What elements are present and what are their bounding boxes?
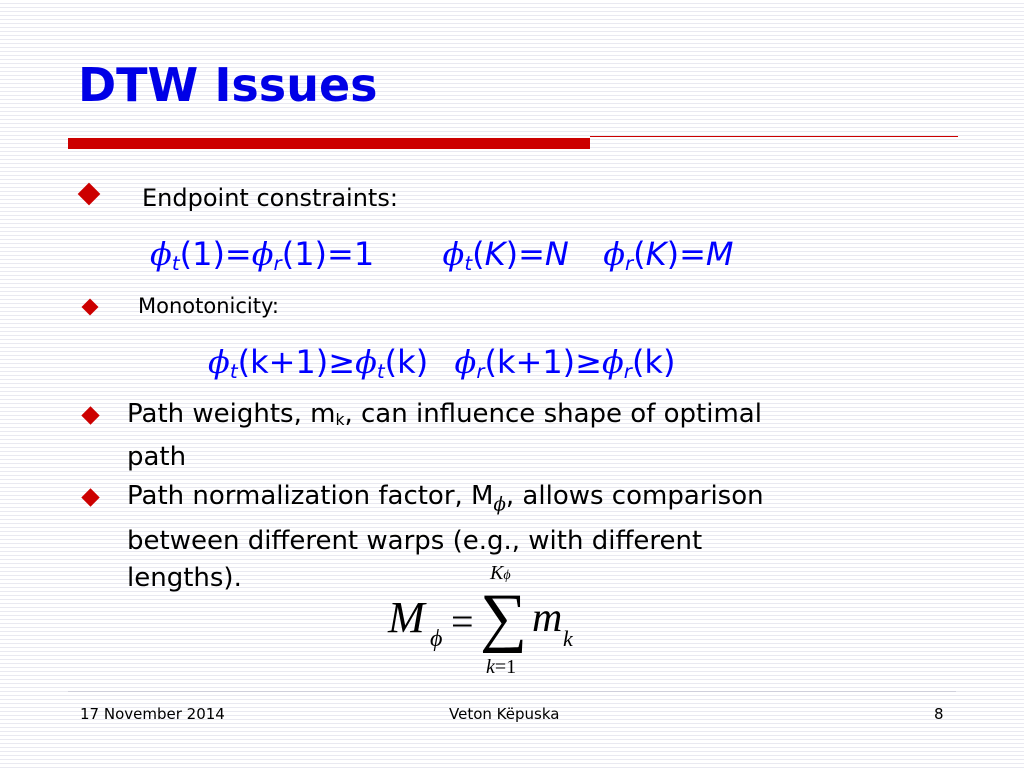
formula-part: )=	[666, 235, 706, 273]
bullet-diamond-icon	[78, 183, 101, 206]
slide-title: DTW Issues	[78, 58, 378, 112]
formula-part: (	[633, 235, 646, 273]
subscript-t: t	[376, 359, 385, 383]
formula-part: (k+1)≥	[484, 343, 602, 381]
bullet-path-normalization	[127, 478, 764, 597]
phi-symbol: ϕ	[208, 343, 230, 381]
formula-part: (1)=1	[281, 235, 375, 273]
bullet-diamond-icon	[81, 406, 99, 424]
bullet-diamond-icon	[81, 488, 99, 506]
eq-phi-subscript: ϕ	[430, 626, 443, 652]
upper-phi: ϕ	[503, 568, 511, 583]
subscript-t: t	[464, 251, 473, 275]
sum-lower-limit	[486, 656, 516, 679]
formula-part: (	[472, 235, 485, 273]
variable-M: M	[705, 235, 734, 273]
phi-symbol: ϕ	[442, 235, 465, 273]
formula-part: (k)	[384, 343, 429, 381]
subscript-t: t	[229, 359, 238, 383]
variable-K: K	[645, 235, 667, 273]
bullet-diamond-icon	[82, 299, 99, 316]
bullet-line: between different warps (e.g., with different	[127, 526, 703, 557]
eq-equals: =	[451, 599, 474, 644]
bullet-line	[127, 396, 762, 439]
subscript-r: r	[625, 251, 634, 275]
subscript-r: r	[623, 359, 632, 383]
eq-m: m	[532, 595, 563, 641]
footer-divider	[68, 691, 956, 692]
lower-k: k	[486, 656, 495, 678]
footer-date: 17 November 2014	[80, 705, 225, 723]
phi-symbol: ϕ	[454, 343, 477, 381]
bullet-monotonicity: Monotonicity:	[138, 294, 279, 318]
text-span: Path weights, m	[127, 399, 336, 429]
formula-part: (k+1)≥	[237, 343, 356, 381]
subscript-r: r	[476, 359, 485, 383]
formula-part: (k)	[631, 343, 676, 381]
text-span: , can influence shape of optimal	[344, 399, 762, 429]
subscript-r: r	[273, 251, 282, 275]
summation-symbol: ∑	[480, 581, 528, 654]
variable-N: N	[544, 235, 569, 273]
text-span: , allows comparison	[505, 481, 764, 511]
footer-page-number: 8	[934, 705, 944, 723]
subscript-t: t	[171, 251, 180, 275]
phi-symbol: ϕ	[603, 235, 625, 273]
bullet-endpoint-constraints: Endpoint constraints:	[142, 184, 398, 212]
upper-K: K	[490, 562, 504, 584]
phi-symbol: ϕ	[355, 343, 377, 381]
title-underline-thick	[68, 138, 590, 149]
bullet-line	[127, 478, 764, 523]
footer-author: Veton Këpuska	[449, 705, 560, 723]
bullet-path-weights	[127, 396, 762, 476]
bullet-line: lengths).	[127, 563, 242, 594]
phi-symbol: ϕ	[251, 235, 274, 273]
text-span: Path normalization factor, M	[127, 481, 494, 511]
eq-k-subscript: k	[563, 626, 573, 651]
formula-monotonicity	[208, 343, 675, 383]
eq-M: M	[388, 593, 425, 642]
bullet-line: path	[127, 442, 187, 473]
lower-eq: =1	[494, 656, 517, 678]
phi-symbol: ϕ	[150, 235, 172, 273]
formula-part: )=	[505, 235, 545, 273]
phi-symbol: ϕ	[601, 343, 624, 381]
variable-K: K	[484, 235, 506, 273]
formula-endpoint	[150, 235, 734, 275]
title-underline-thin	[590, 136, 958, 137]
subscript-phi: ϕ	[493, 494, 506, 516]
subscript-k: k	[335, 411, 345, 430]
formula-part: (1)=	[179, 235, 252, 273]
